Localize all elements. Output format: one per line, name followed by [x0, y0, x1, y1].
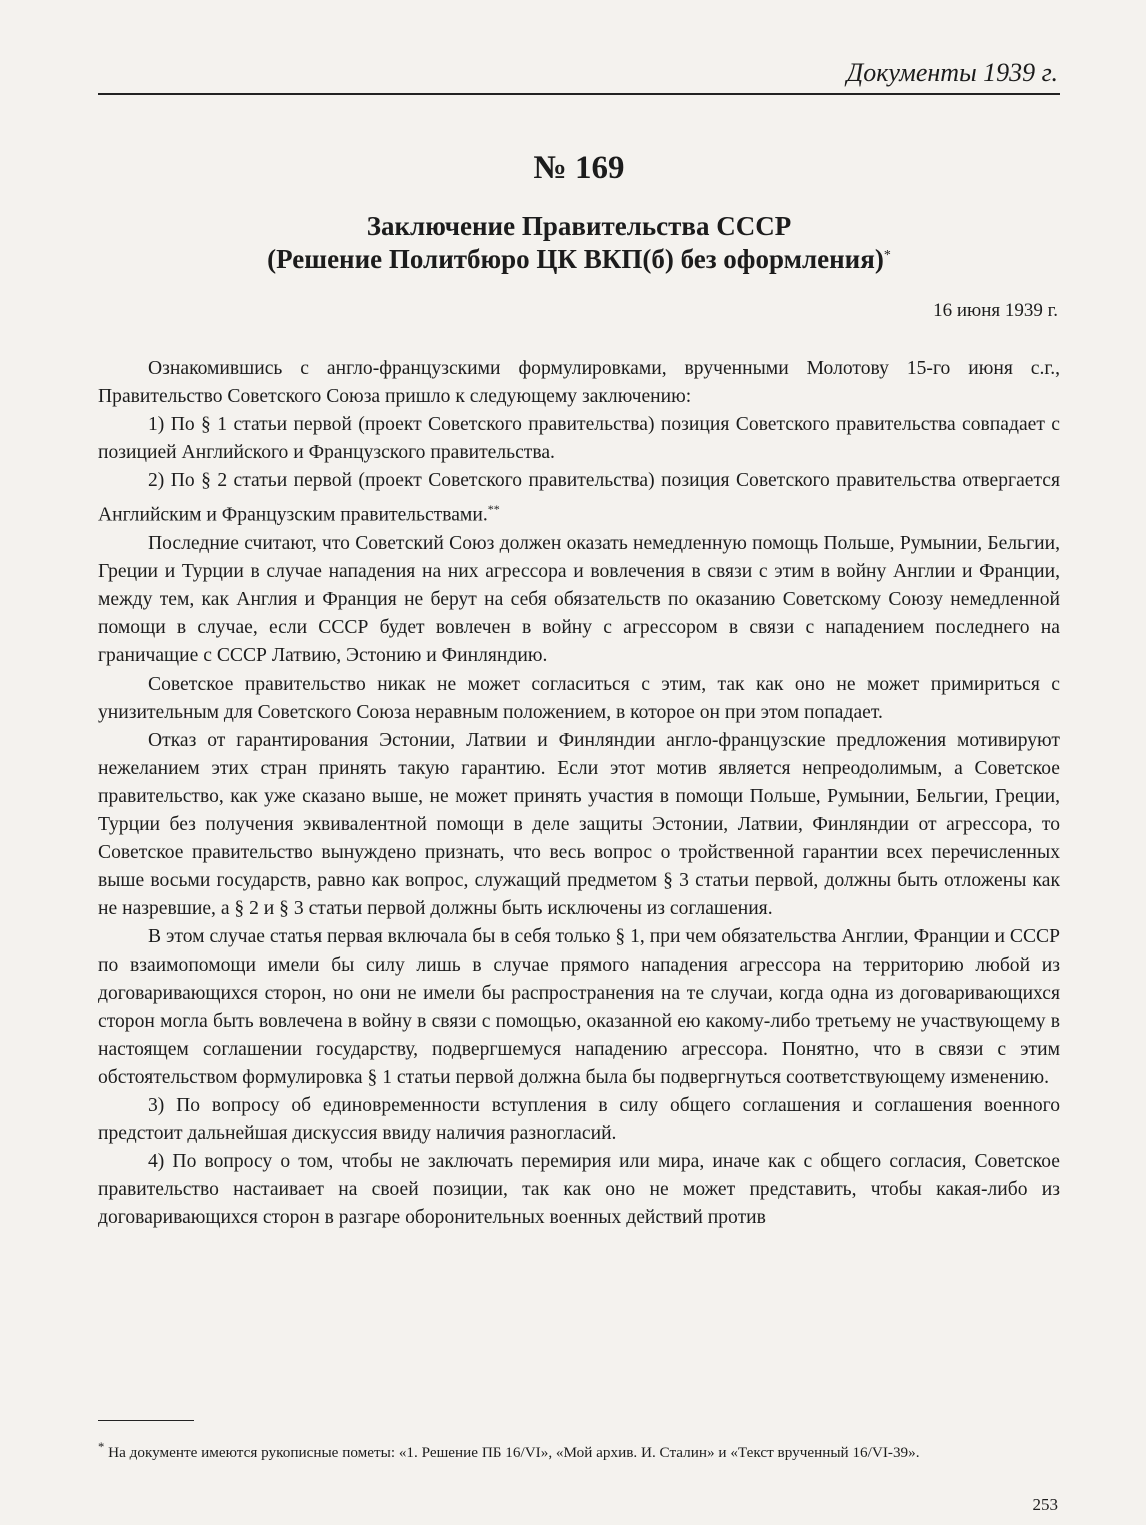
paragraph	[98, 467, 1060, 530]
document-title-line-2-text: (Решение Политбюро ЦК ВКП(б) без оформления)	[267, 244, 884, 274]
document-date: 16 июня 1939 г.	[933, 300, 1058, 321]
title-footnote-mark: *	[883, 248, 891, 263]
paragraph: 3) По вопросу об единовременности вступления в силу общего соглашения и соглашения военного предстоит дальнейшая дискуссия ввиду наличия разногласий.	[98, 1094, 1060, 1145]
footnote	[98, 1437, 1060, 1463]
paragraph: Советское правительство никак не может согласиться с этим, так как оно не может примириться с унизительным для Советского Союза неравным положением, в которое он при этом попадает.	[98, 673, 1060, 723]
paragraph: Последние считают, что Советский Союз должен оказать немедленную помощь Польше, Румынии, Бельгии, Греции и Турции в случае нападения на них агрессора и вовлечения в связи с этим в войну Англии и Франции, между тем, как Англия и Франция не берут на себя обязательств по оказанию Советскому Союзу немедленной помощи в случае, если СССР будет вовлечен в войну с агрессором в связи с нападением последнего на граничащие с СССР Латвию, Эстонию и Финляндию.	[98, 533, 1060, 667]
paragraph: Отказ от гарантирования Эстонии, Латвии и Финляндии англо-французские предложения мотивируют нежеланием этих стран принять такую гарантию. Если этот мотив является непреодолимым, а Советское правительство, как уже сказано выше, не может принять участия в помощи Польше, Румынии, Бельгии, Греции, Турции без получения эквивалентной помощи в деле защиты Эстонии, Латвии, Финляндии от агрессора, то Советское правительство вынуждено признать, что весь вопрос о тройственной гарантии всех перечисленных выше восьми государств, равно как вопрос, служащий предметом § 3 статьи первой, должны быть отложены как не назревшие, а § 2 и § 3 статьи первой должны быть исключены из соглашения.	[98, 729, 1060, 920]
footnote-mark: *	[98, 1440, 105, 1454]
page-number: 253	[1032, 1495, 1058, 1514]
paragraph-text: 2) По § 2 статьи первой (проект Советского правительства) позиция Советского правительства отвергается Английским и Французским правительствами.	[98, 470, 1060, 526]
paragraph: Ознакомившись с англо-французскими формулировками, врученными Молотову 15-го июня с.г., Правительство Советского Союза пришло к следующему заключению:	[98, 358, 1060, 408]
paragraph: 1) По § 1 статьи первой (проект Советского правительства) позиция Советского правительства совпадает с позицией Английского и Французского правительства.	[98, 414, 1060, 464]
running-head: Документы 1939 г.	[846, 58, 1058, 87]
document-title-line-1: Заключение Правительства СССР	[366, 211, 792, 241]
document-number: № 169	[533, 150, 625, 186]
paragraph-footnote-mark: **	[487, 502, 500, 517]
footnote-rule	[98, 1420, 194, 1421]
paragraph: В этом случае статья первая включала бы в себя только § 1, при чем обязательства Англии, Франции и СССР по взаимопомощи имели бы силу лишь в случае прямого нападения агрессора на территорию любой из договаривающихся сторон, но они не имели бы распространения на те случаи, когда одна из договаривающихся сторон могла быть вовлечена в войну в связи с помощью, оказанной ею какому-либо третьему не участвующему в настоящем соглашении государству, подвергшемуся нападению агрессора. Понятно, что в связи с этим обстоятельством формулировка § 1 статьи первой должна была бы подвергнуться соответствующему изменению.	[98, 926, 1060, 1088]
paragraph: 4) По вопросу о том, чтобы не заключать перемирия или мира, иначе как с общего согласия, Советское правительство настаивает на своей позиции, так как оно не может представить, чтобы какая-либо из договаривающихся сторон в разгаре оборонительных военных действий против	[98, 1151, 1060, 1229]
document-title-line-2	[98, 243, 1060, 276]
footnote-text: На документе имеются рукописные пометы: «1. Решение ПБ 16/VI», «Мой архив. И. Сталин» и «Текст врученный 16/VI-39».	[108, 1444, 920, 1462]
header-rule	[98, 93, 1060, 95]
document-title	[98, 210, 1060, 276]
document-body	[98, 355, 1060, 1232]
